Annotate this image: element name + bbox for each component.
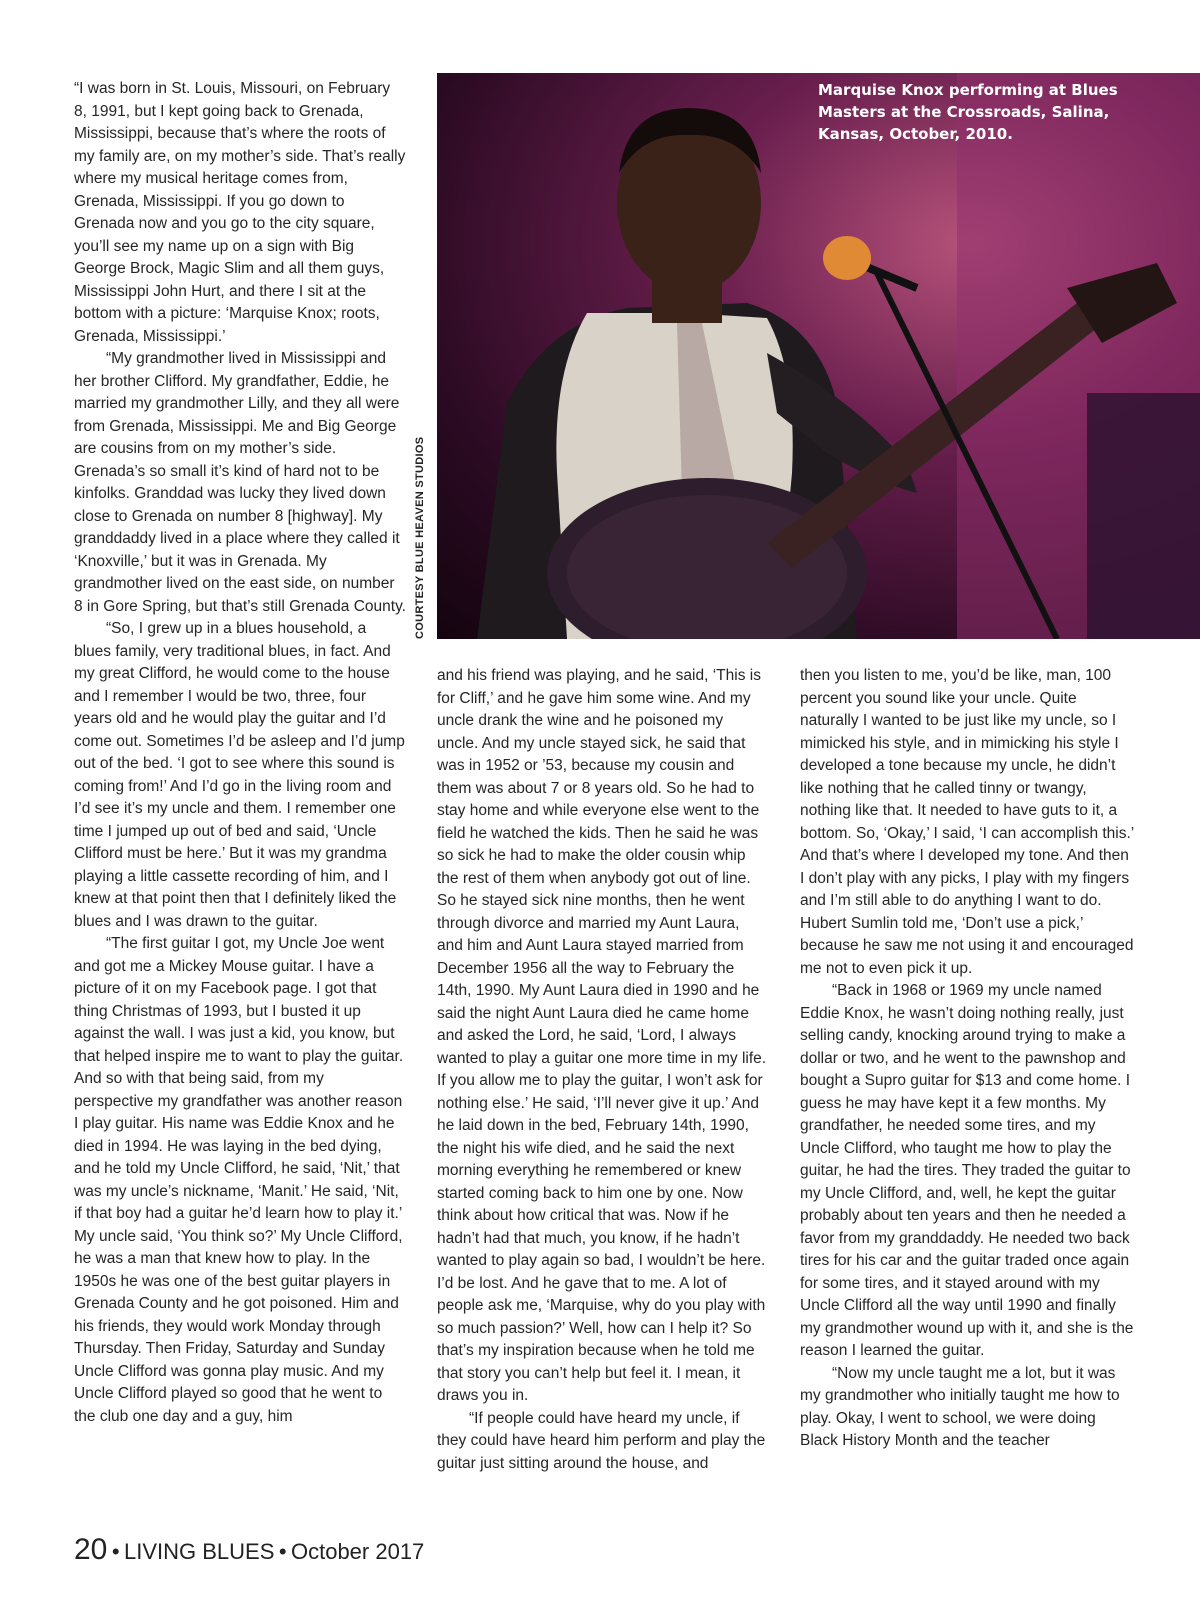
article-column-3	[800, 665, 1136, 1453]
page-number: 20	[74, 1533, 108, 1566]
footer-bullet: •	[278, 1539, 287, 1564]
article-column-2	[437, 665, 767, 1475]
paragraph: “So, I grew up in a blues household, a blues family, very traditional blues, in fact. And my great Clifford, he would come to the house and I remember I would be two, three, four years old and he would play the guitar and I’d come out. Sometimes I’d be asleep and I’d jump out of the bed. ‘I got to see where this sound is coming from!’ And I’d go in the living room and I’d see it’s my uncle and them. I remember one time I jumped up out of bed and said, ‘Uncle Clifford must be here.’ But it was my grandma playing a little cassette recording of him, and I knew at that point then that I definitely liked the blues and I was drawn to the guitar.	[74, 620, 405, 930]
paragraph: and his friend was playing, and he said, ‘This is for Cliff,’ and he gave him some wine. And my uncle drank the wine and he poisoned my uncle. And my uncle stayed sick, he said that was in 1952 or ’53, because my cousin and them was about 7 or 8 years old. So he had to stay home and while everyone else went to the field he watched the kids. Then he said he was so sick he had to make the older cousin whip the rest of them when anybody got out of line. So he stayed sick nine months, then he went through divorce and married my Aunt Laura, and him and Aunt Laura stayed married from December 1956 all the way to February the 14th, 1990. My Aunt Laura died in 1990 and he said the night Aunt Laura died he came home and asked the Lord, he said, ‘Lord, I always wanted to play a guitar one more time in my life. If you allow me to play the guitar, I won’t ask for nothing else.’ He said, ‘I’ll never give it up.’ And he laid down in the bed, February 14th, 1990, the night his wife died, and he said the next morning everything he remembered or knew started coming back to him one by one. Now think about how critical that was. Now if he hadn’t had that much, you know, if he hadn’t wanted to play again so bad, I wouldn’t be here. I’d be lost. And he gave that to me. A lot of people ask me, ‘Marquise, why do you play with so much passion?’ Well, how can I help it? So that’s my inspiration because when he told me that story you can’t help but feel it. I mean, it draws you in.	[437, 667, 767, 1404]
photo-credit: COURTESY BLUE HEAVEN STUDIOS	[414, 436, 426, 639]
paragraph: then you listen to me, you’d be like, man, 100 percent you sound like your uncle. Quite naturally I wanted to be just like my uncle, so I mimicked his style, and in mimicking his style I developed a tone because my uncle, he didn’t like nothing that he called tinny or twangy, nothing like that. It needed to have guts to it, a bottom. So, ‘Okay,’ I said, ‘I can accomplish this.’ And that’s where I developed my tone. And then I don’t play with any picks, I play with my fingers and I’m still able to do anything I want to do. Hubert Sumlin told me, ‘Don’t use a pick,’ because he saw me not using it and encouraged me not to even pick it up.	[800, 667, 1134, 977]
issue-date: October 2017	[290, 1539, 425, 1564]
footer-bullet: •	[111, 1539, 120, 1564]
paragraph: “If people could have heard my uncle, if they could have heard him perform and play the guitar just sitting around the house, and	[437, 1409, 766, 1472]
paragraph: “Now my uncle taught me a lot, but it was my grandmother who initially taught me how to play. Okay, I went to school, we were doing Black History Month and the teacher	[800, 1364, 1120, 1449]
article-column-1	[74, 78, 406, 1428]
paragraph: “I was born in St. Louis, Missouri, on February 8, 1991, but I kept going back to Grenada, Mississippi, because that’s where the roots of my family are, on my mother’s side. That’s really where my musical heritage comes from, Grenada, Mississippi. If you go down to Grenada now and you go to the city square, you’ll see my name up on a sign with Big George Brock, Magic Slim and all them guys, Mississippi John Hurt, and there I sit at the bottom with a picture: ‘Marquise Knox; roots, Grenada, Mississippi.’	[74, 80, 406, 345]
paragraph: “The first guitar I got, my Uncle Joe went and got me a Mickey Mouse guitar. I have a picture of it on my Facebook page. I got that thing Christmas of 1993, but I busted it up against the wall. I was just a kid, you know, but that helped inspire me to want to play the guitar. And so with that being said, from my perspective my grandfather was another reason I play guitar. His name was Eddie Knox and he died in 1994. He was laying in the bed dying, and he told my Uncle Clifford, he said, ‘Nit,’ that was my uncle’s nickname, ‘Manit.’ He said, ‘Nit, if that boy had a guitar he’d learn how to play it.’ My uncle said, ‘You think so?’ My Uncle Clifford, he was a man that knew how to play. In the 1950s he was one of the best guitar players in Grenada County and he got poisoned. Him and his friends, they would work Monday through Thursday. Then Friday, Saturday and Sunday Uncle Clifford was gonna play music. And my Uncle Clifford played so good that he went to the club one day and a guy, him	[74, 935, 404, 1425]
photo-caption: Marquise Knox performing at Blues Masters at the Crossroads, Salina, Kansas, October, 2010.	[818, 81, 1118, 143]
paragraph: “Back in 1968 or 1969 my uncle named Eddie Knox, he wasn’t doing nothing really, just selling candy, knocking around trying to make a dollar or two, and he went to the pawnshop and bought a Supro guitar for $13 and come home. I guess he may have kept it a few months. My grandfather, he needed some tires, and my Uncle Clifford, who taught me how to play the guitar, he had the tires. They traded the guitar to my Uncle Clifford, and, well, he kept the guitar probably about ten years and then he needed a favor from my granddaddy. He needed two back tires for his car and the guitar traded once again for some tires, and it stayed around with my Uncle Clifford all the way until 1990 and finally my grandmother wound up with it, and she is the reason I learned the guitar.	[800, 982, 1134, 1359]
magazine-name: LIVING BLUES	[123, 1539, 275, 1564]
page-footer	[74, 1533, 424, 1567]
paragraph: “My grandmother lived in Mississippi and her brother Clifford. My grandfather, Eddie, he married my grandmother Lilly, and they all were from Grenada, Mississippi. Me and Big George are cousins from on my mother’s side. Grenada’s so small it’s kind of hard not to be kinfolks. Granddad was lucky they lived down close to Grenada on number 8 [highway]. My granddaddy lived in a place where they called it ‘Knoxville,’ but it was in Grenada. My grandmother lived on the east side, on number 8 in Gore Spring, but that’s still Grenada County.	[74, 350, 406, 615]
performer-photo	[437, 73, 1200, 639]
photo-illustration	[437, 73, 1200, 639]
